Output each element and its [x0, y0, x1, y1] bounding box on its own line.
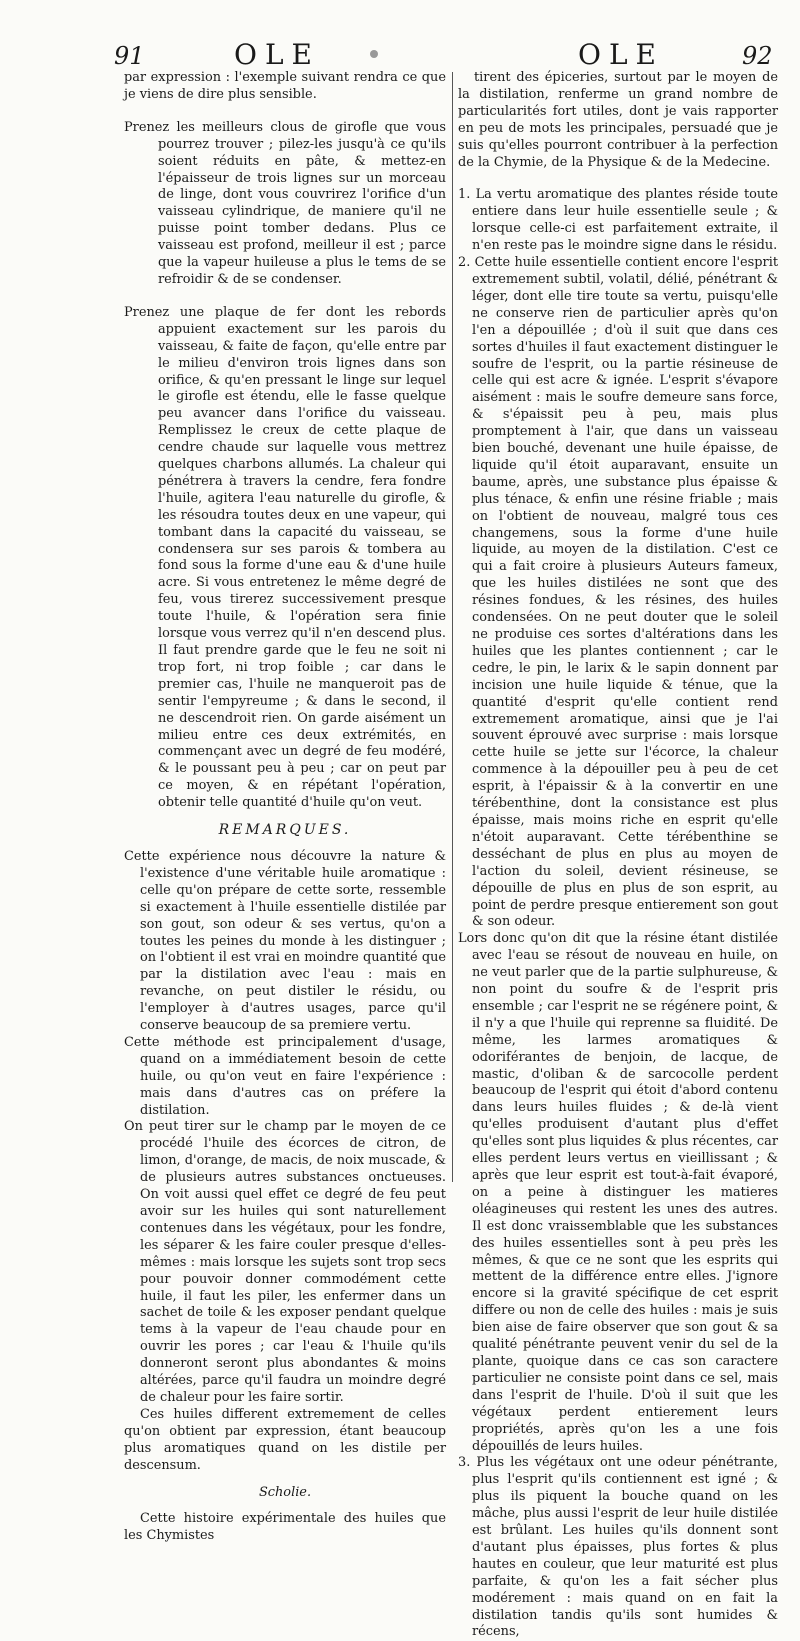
right-text-column: [458, 70, 778, 1640]
left-page-number: 91: [114, 42, 145, 70]
right-page-number: 92: [742, 42, 773, 70]
numbered-paragraph-2: 2. Cette huile essentielle contient encore l'esprit extremement subtil, volatil, délié, pénétrant & léger, dont elle tire toute sa vertu, puisqu'elle ne conserve rien de particulier après qu'on l'en a dépouillée ; d'où il suit que dans ces sortes d'huiles il faut exactement distinguer le soufre de l'esprit, ou la partie résineuse de celle qui est acre & ignée. L'esprit s'évapore aisément : mais le soufre demeure sans force, & s'épaissit peu à peu, mais plus promptement à l'air, que dans un vaisseau bien bouché, devenant une huile épaisse, de liquide qu'il étoit auparavant, ensuite un baume, après, une substance plus épaisse & plus ténace, & enfin une résine friable ; mais on l'obtient de nouveau, malgré tous ces changemens, sous la forme d'une huile liquide, au moyen de la distilation. C'est ce qui a fait croire à plusieurs Auteurs fameux, que les huiles distilées ne sont que des résines fondues, & les résines, des huiles condensées. On ne peut douter que le soleil ne produise ces sortes d'altérations dans les huiles que les plantes contiennent ; car le cedre, le pin, le larix & le sapin donnent par incision une huile liquide & ténue, que la quantité d'esprit qu'elle contient rend extremement aromatique, ainsi que je l'ai souvent éprouvé avec surprise : mais lorsque cette huile se jette sur l'écorce, la chaleur commence à la dépouiller peu à peu de cet esprit, à l'épaissir & à la convertir en une térébenthine, dont la consistance est plus épaisse, mais moins riche en esprit qu'elle n'étoit auparavant. Cette térébenthine se desséchant de plus en plus au moyen de l'action du soleil, devient résineuse, se dépouille de plus en plus de son esprit, au point de perdre presque entierement son gout & son odeur.: [458, 255, 778, 930]
paragraph: Cette histoire expérimentale des huiles que les Chymistes: [124, 1511, 446, 1544]
left-text-column: [124, 70, 446, 1544]
numbered-paragraph-3: 3. Plus les végétaux ont une odeur pénétrante, plus l'esprit qu'ils contiennent est igné ; & plus ils piquent la bouche quand on les mâche, plus aussi l'esprit de leur huile distilée est brûlant. Les huiles qu'ils donnent sont d'autant plus épaisses, plus fortes & plus hautes en couleur, que leur maturité est plus parfaite, & qu'on les a fait sécher plus modérement : mais quand on en fait la distilation tandis qu'ils sont humides & récens,: [458, 1455, 778, 1640]
paragraph: On peut tirer sur le champ par le moyen de ce procédé l'huile des écorces de citron, de limon, d'orange, de macis, de noix muscade, & de plusieurs autres substances onctueuses. On voit aussi quel effet ce degré de feu peut avoir sur les huiles qui sont naturellement contenues dans les végétaux, pour les fondre, les séparer & les faire couler presque d'elles-mêmes : mais lorsque les sujets sont trop secs pour pouvoir donner commodément cette huile, il faut les piler, les enfermer dans un sachet de toile & les exposer pendant quelque tems à la vapeur de l'eau chaude pour en ouvrir les pores ; car l'eau & l'huile qu'ils donneront seront plus abondantes & moins altérées, parce qu'il faudra un moindre degré de chaleur pour les faire sortir.: [124, 1119, 446, 1405]
paragraph: Cette méthode est principalement d'usage, quand on a immédiatement besoin de cette huile, ou qu'on veut en faire l'expérience : mais dans d'autres cas on préfere la distilation.: [124, 1034, 446, 1118]
paragraph: tirent des épiceries, surtout par le moyen de la distilation, renferme un grand nombre de particularités fort utiles, dont je vais rapporter en peu de mots les principales, persuadé que je suis qu'elles pourront contribuer à la perfection de la Chymie, de la Physique & de la Medecine.: [458, 70, 778, 170]
paragraph-prenez-1: Prenez les meilleurs clous de girofle que vous pourrez trouver ; pilez-les jusqu'à ce qu'ils soient réduits en pâte, & mettez-en l'épaisseur de trois lignes sur un morceau de linge, dont vous couvrirez l'orifice d'un vaisseau cylindrique, de maniere qu'il ne puisse point tomber dedans. Plus ce vaisseau est profond, meilleur il est ; parce que la vapeur huileuse a plus le tems de se refroidir & de se condenser.: [124, 119, 446, 287]
section-heading-scholie: Scholie.: [258, 1484, 312, 1500]
ink-blot-ornament: [370, 50, 378, 58]
right-running-head: OLE: [578, 38, 664, 71]
column-divider: [452, 72, 453, 1182]
paragraph: par expression : l'exemple suivant rendra ce que je viens de dire plus sensible.: [124, 70, 446, 102]
section-heading-remarques: REMARQUES.: [218, 822, 352, 839]
left-running-head: OLE: [234, 38, 320, 71]
paragraph: Cette expérience nous découvre la nature & l'existence d'une véritable huile aromatique : celle qu'on prépare de cette sorte, ressemble si exactement à l'huile essentielle distilée par son gout, son odeur & ses vertus, qu'on a toutes les peines du monde à les distinguer ; on l'obtient il est vrai en moindre quantité que par la distilation avec l'eau : mais en revanche, on peut distiler le résidu, ou l'employer à d'autres usages, parce qu'il conserve beaucoup de sa premiere vertu.: [124, 848, 446, 1034]
numbered-paragraph-1: 1. La vertu aromatique des plantes réside toute entiere dans leur huile essentielle seule ; & lorsque celle-ci est parfaitement extraite, il n'en reste pas le moindre signe dans le résidu.: [458, 187, 778, 254]
paragraph: Ces huiles different extremement de celles qu'on obtient par expression, étant beaucoup plus aromatiques quand on les distile per descensum.: [124, 1406, 446, 1473]
running-header: [0, 38, 800, 74]
paragraph-prenez-2: Prenez une plaque de fer dont les rebords appuient exactement sur les parois du vaisseau, & faite de façon, qu'elle entre par le milieu d'environ trois lignes dans son orifice, & qu'en pressant le linge sur lequel le girofle est étendu, elle le fasse quelque peu avancer dans l'orifice du vaisseau. Remplissez le creux de cette plaque de cendre chaude sur laquelle vous mettrez quelques charbons allumés. La chaleur qui pénétrera à travers la cendre, fera fondre l'huile, agitera l'eau naturelle du girofle, & les résoudra toutes deux en une vapeur, qui tombant dans la capacité du vaisseau, se condensera sur ses parois & tombera au fond sous la forme d'une eau & d'une huile acre. Si vous entretenez le même degré de feu, vous tirerez successivement presque toute l'huile, & l'opération sera finie lorsque vous verrez qu'il n'en descend plus. Il faut prendre garde que le feu ne soit ni trop fort, ni trop foible ; car dans le premier cas, l'huile ne manqueroit pas de sentir l'empyreume ; & dans le second, il ne descendroit rien. On garde aisément un milieu entre ces deux extrémités, en commençant avec un degré de feu modéré, & le poussant peu à peu ; car on peut par ce moyen, & en répétant l'opération, obtenir telle quantité d'huile qu'on veut.: [124, 304, 446, 811]
paragraph: Lors donc qu'on dit que la résine étant distilée avec l'eau se résout de nouveau en huile, on ne veut parler que de la partie sulphureuse, & non point du soufre & de l'esprit pris ensemble ; car l'esprit ne se régénere point, & il n'y a que l'huile qui reprenne sa fluidité. De même, les larmes aromatiques & odoriférantes de benjoin, de lacque, de mastic, d'oliban & de sarcocolle perdent beaucoup de l'esprit qui étoit d'abord contenu dans leurs huiles fluides ; & de-là vient qu'elles produisent d'autant plus d'effet qu'elles sont plus liquides & plus récentes, car elles perdent leurs vertus en vieillissant ; & après que leur esprit est tout-à-fait évaporé, on a peine à distinguer les matieres oléagineuses qui restent les unes des autres. Il est donc vraissemblable que les substances des huiles essentielles sont à peu près les mêmes, & que ce ne sont que les esprits qui mettent de la différence entre elles. J'ignore encore si la gravité spécifique de cet esprit differe ou non de celle des huiles : mais je suis bien aise de faire observer que son gout & sa qualité pénétrante peuvent venir du sel de la plante, quoique dans ce cas son caractere particulier ne consiste point dans ce sel, mais dans l'esprit de l'huile. D'où il suit que les végétaux perdent entierement leurs propriétés, après qu'on les a une fois dépouillés de leurs huiles.: [458, 931, 778, 1454]
